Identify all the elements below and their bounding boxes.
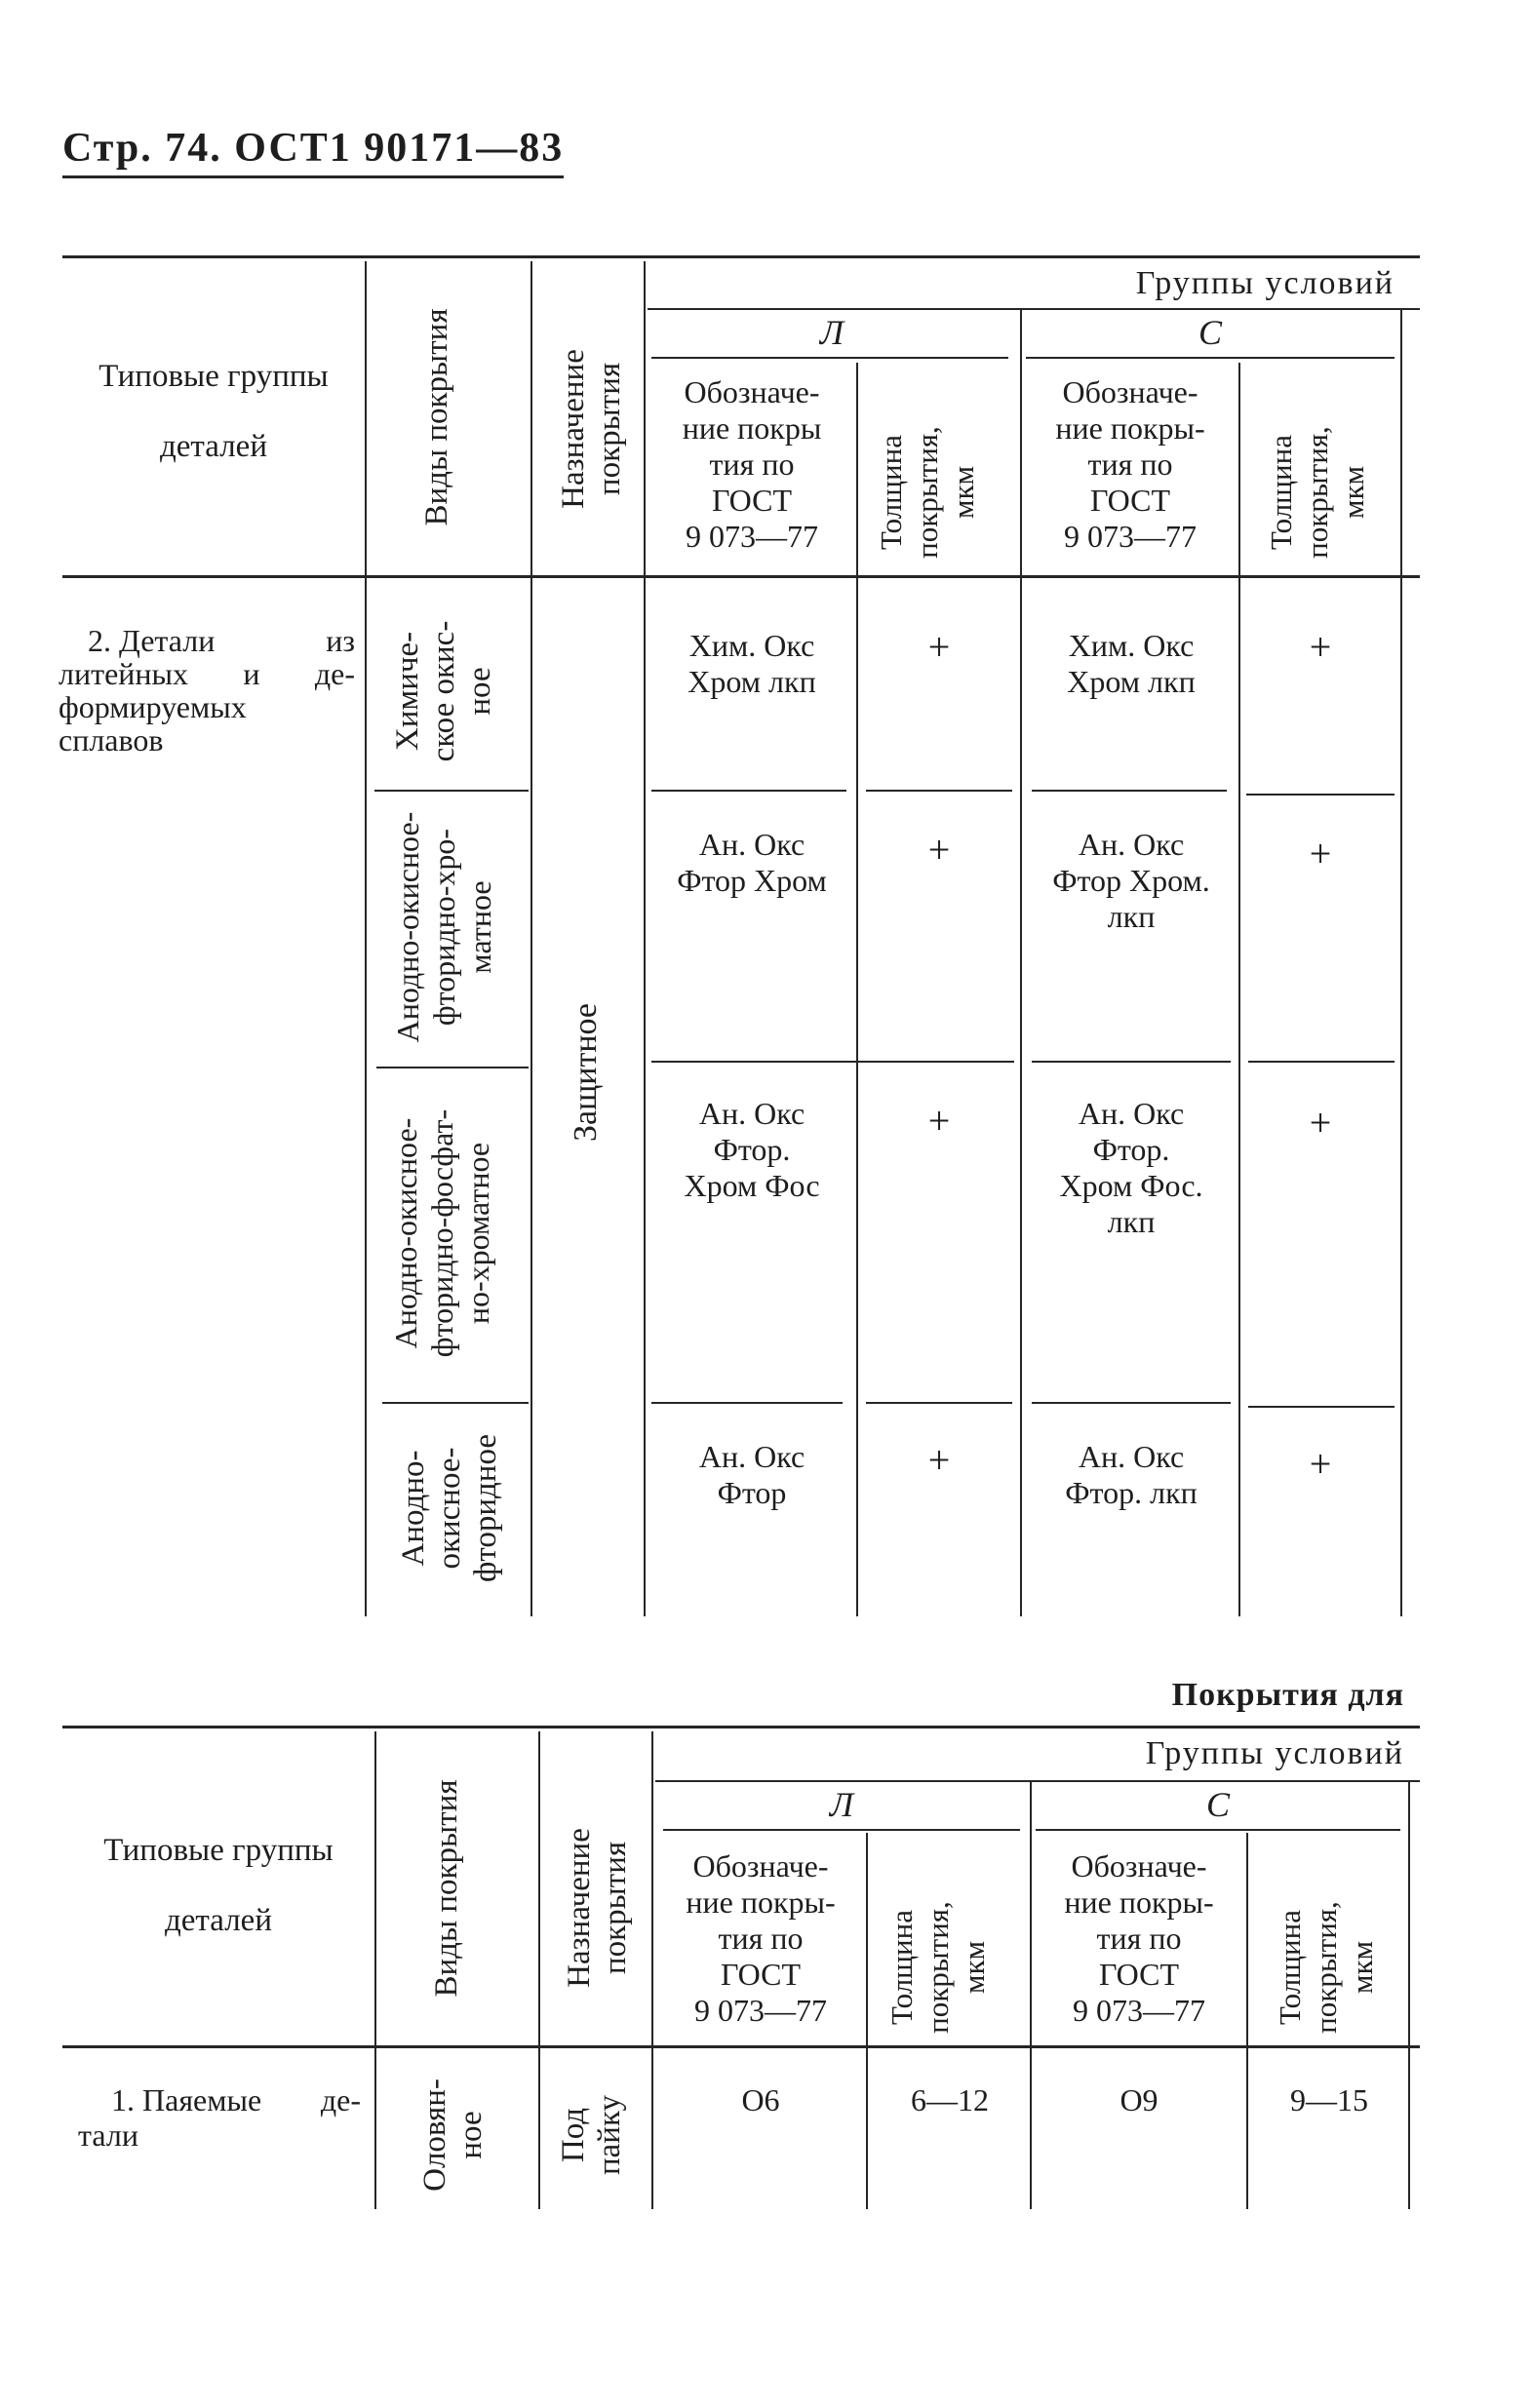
group-name-part: 2. Детали <box>88 623 216 658</box>
row3-coating-type: Анодно-окисное- фторидно-фосфат- но-хроматное <box>388 1108 495 1358</box>
table1-col-sep <box>1020 310 1022 1616</box>
row2-designation-S: Ан. Окс Фтор Хром. лкп <box>1052 827 1210 934</box>
table1-row-sep <box>1032 790 1227 792</box>
group-name-part: де- <box>314 656 355 691</box>
t2-row-thickness-S: 9—15 <box>1290 2082 1368 2117</box>
header-group-L: Л <box>819 313 845 352</box>
table1-row-sep <box>651 790 846 792</box>
table1-row-sep <box>382 1402 529 1404</box>
header-group-S: С <box>1198 313 1222 352</box>
header-purpose: Назначение покрытия <box>556 349 627 509</box>
t2-header-purpose: Назначение покрытия <box>562 1828 633 1988</box>
header-condition-groups: Группы условий <box>1135 265 1395 301</box>
table2-col-sep <box>1408 1782 1410 2209</box>
row2-thickness-S: + <box>1309 832 1332 875</box>
t2-row-group-name <box>78 2082 361 2153</box>
table2-header-rule <box>62 2045 1420 2048</box>
table2-col-sep <box>1246 1833 1248 2209</box>
table1-L-rule <box>651 357 1008 359</box>
header-designation-L: Обозначе- ние покры тия по ГОСТ 9 073—77 <box>682 374 822 554</box>
row-group-name <box>59 624 355 757</box>
table1-col-sep <box>365 261 367 1616</box>
section-caption: Покрытия для <box>1171 1677 1404 1713</box>
t2-header-coating-types: Виды покрытия <box>429 1779 464 1998</box>
table1-col-sep <box>1238 363 1240 1616</box>
group-name-part: сплавов <box>59 722 164 757</box>
table2-groups-rule <box>655 1780 1420 1782</box>
t2-row-purpose: Под пайку <box>556 2094 627 2176</box>
purpose-protective: Защитное <box>568 1002 604 1143</box>
table2-col-sep <box>374 1731 376 2209</box>
table1-header-rule <box>62 575 1420 578</box>
table1-row-sep <box>651 1402 843 1404</box>
header-thickness-L: Толщина покрытия, мкм <box>874 426 980 559</box>
table1-row-sep <box>1248 1406 1395 1408</box>
table1-row-sep <box>376 1067 529 1068</box>
row3-designation-L: Ан. Окс Фтор. Хром Фос <box>684 1096 820 1203</box>
t2-header-designation-L: Обозначе- ние покры- тия по ГОСТ 9 073—77 <box>686 1848 836 2028</box>
table2-S-rule <box>1036 1829 1400 1831</box>
header-designation-S: Обозначе- ние покры- тия по ГОСТ 9 073—77 <box>1055 374 1205 554</box>
t2-header-designation-S: Обозначе- ние покры- тия по ГОСТ 9 073—77 <box>1064 1848 1214 2028</box>
table1-row-sep <box>866 790 1012 792</box>
row2-thickness-L: + <box>927 828 951 872</box>
table2-col-sep <box>1030 1782 1032 2209</box>
t2-group-name-part: де- <box>320 2082 361 2117</box>
table1-col-sep <box>1400 310 1402 1616</box>
row4-designation-S: Ан. Окс Фтор. лкп <box>1065 1439 1198 1510</box>
row4-thickness-S: + <box>1309 1442 1332 1486</box>
t2-header-condition-groups: Группы условий <box>1145 1735 1404 1771</box>
header-typical-groups: Типовые группы <box>98 359 329 394</box>
group-name-part: и <box>243 656 260 691</box>
t2-row-designation-S: О9 <box>1120 2082 1159 2117</box>
row1-designation-L: Хим. Окс Хром лкп <box>687 628 816 699</box>
table1-row-sep <box>1248 1061 1395 1063</box>
t2-header-group-S: С <box>1205 1785 1230 1824</box>
table1-row-sep <box>1032 1061 1231 1063</box>
table1-S-rule <box>1026 357 1395 359</box>
row1-designation-S: Хим. Окс Хром лкп <box>1067 628 1196 699</box>
row3-thickness-S: + <box>1309 1101 1332 1145</box>
t2-group-name-part: 1. Паяемые <box>111 2082 262 2117</box>
group-name-part: литейных <box>59 656 189 691</box>
row3-designation-S: Ан. Окс Фтор. Хром Фос. лкп <box>1059 1096 1203 1239</box>
t2-header-group-L: Л <box>829 1785 854 1824</box>
row1-thickness-L: + <box>927 625 951 669</box>
row3-thickness-L: + <box>927 1099 951 1143</box>
table1-row-sep <box>866 1402 1012 1404</box>
row2-designation-L: Ан. Окс Фтор Хром <box>677 827 827 898</box>
header-thickness-S: Толщина покрытия, мкм <box>1264 426 1370 559</box>
table1-col-sep <box>530 261 532 1616</box>
t2-header-thickness-L: Толщина покрытия, мкм <box>884 1901 991 2034</box>
row1-thickness-S: + <box>1309 625 1332 669</box>
row4-thickness-L: + <box>927 1438 951 1482</box>
table1-row-sep <box>651 1061 1014 1063</box>
header-parts: деталей <box>160 429 267 464</box>
table1-col-sep <box>856 363 858 1616</box>
t2-row-designation-L: О6 <box>741 2082 780 2117</box>
row4-coating-type: Анодно- окисное- фторидное <box>396 1433 503 1583</box>
t2-header-parts: деталей <box>165 1903 272 1938</box>
t2-group-name-part: тали <box>78 2117 138 2153</box>
t2-header-typical-groups: Типовые группы <box>103 1833 334 1868</box>
group-name-part: формируемых <box>59 689 247 724</box>
row2-coating-type: Анодно-окисное- фторидно-хро- матное <box>390 811 497 1043</box>
page-header: Стр. 74. ОСТ1 90171—83 <box>62 125 564 178</box>
table1-top-rule <box>62 255 1420 258</box>
header-coating-types: Виды покрытия <box>419 308 454 526</box>
table1-row-sep <box>1032 1402 1231 1404</box>
t2-row-coating-type: Оловян- ное <box>417 2078 489 2192</box>
group-name-part: из <box>326 623 355 658</box>
row1-coating-type: Химиче- ское окис- ное <box>390 620 497 762</box>
table1-groups-rule <box>648 308 1420 310</box>
table2-col-sep <box>866 1833 868 2209</box>
table1-col-sep <box>644 261 646 1616</box>
t2-row-thickness-L: 6—12 <box>911 2082 989 2117</box>
table2-top-rule <box>62 1726 1420 1728</box>
row4-designation-L: Ан. Окс Фтор <box>698 1439 805 1510</box>
t2-header-thickness-S: Толщина покрытия, мкм <box>1273 1901 1379 2034</box>
table1-row-sep <box>1246 794 1395 796</box>
table2-col-sep <box>651 1731 653 2209</box>
table2-L-rule <box>663 1829 1020 1831</box>
table2-col-sep <box>538 1731 540 2209</box>
